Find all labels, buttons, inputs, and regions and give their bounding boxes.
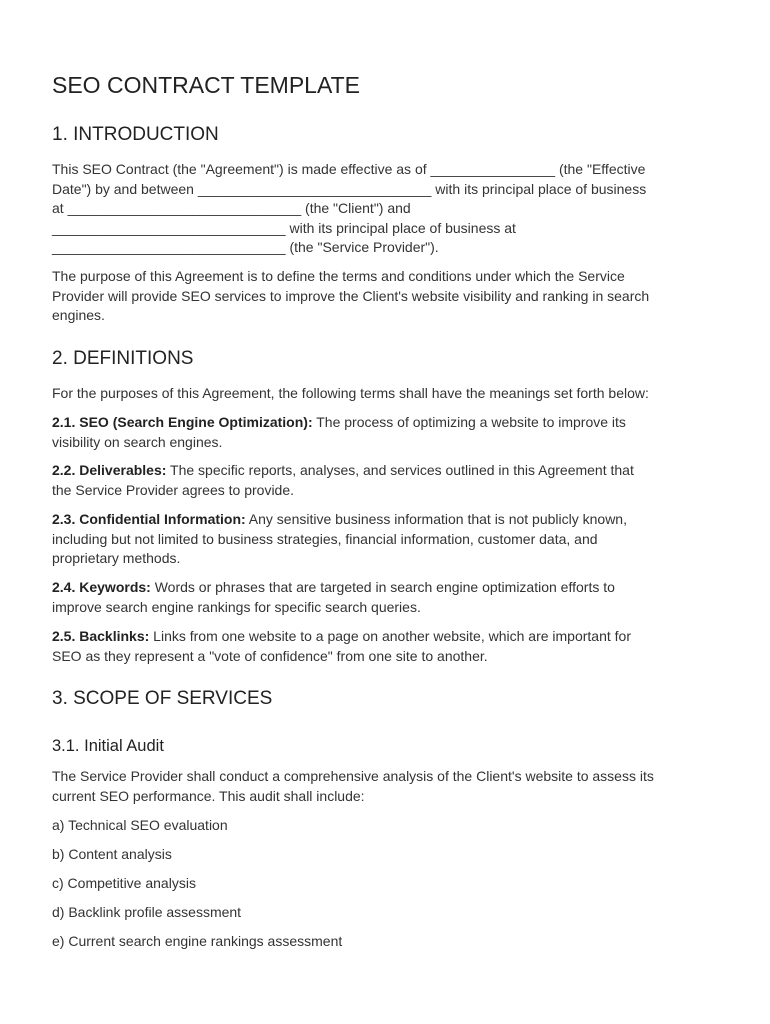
text-line: proprietary methods. bbox=[52, 550, 181, 567]
definition-item-backlinks bbox=[52, 627, 732, 666]
document-title: SEO CONTRACT TEMPLATE bbox=[52, 72, 360, 98]
text-line: SEO as they represent a "vote of confidence" from one site to another. bbox=[52, 647, 488, 664]
definition-item-deliverables bbox=[52, 461, 732, 500]
definitions-intro bbox=[52, 384, 732, 404]
text-line: ______________________________ (the "Service Provider"). bbox=[52, 239, 439, 256]
list-item: b) Content analysis bbox=[52, 846, 172, 862]
definition-text: The specific reports, analyses, and services outlined in this Agreement that bbox=[166, 462, 634, 478]
text-line: current SEO performance. This audit shall include: bbox=[52, 787, 365, 804]
list-item: c) Competitive analysis bbox=[52, 875, 196, 891]
text-line: engines. bbox=[52, 307, 105, 324]
definition-term: 2.1. SEO (Search Engine Optimization): bbox=[52, 414, 313, 430]
text-line: The Service Provider shall conduct a comprehensive analysis of the Client's website to assess its bbox=[52, 768, 654, 784]
text-line: The purpose of this Agreement is to define the terms and conditions under which the Service bbox=[52, 268, 625, 284]
text-line bbox=[52, 413, 732, 433]
text-line: improve search engine rankings for specific search queries. bbox=[52, 598, 421, 615]
text-line: visibility on search engines. bbox=[52, 433, 223, 450]
definition-item-keywords bbox=[52, 578, 732, 617]
initial-audit-intro bbox=[52, 767, 732, 806]
definition-text: Any sensitive business information that is not publicly known, bbox=[245, 511, 627, 527]
list-item: d) Backlink profile assessment bbox=[52, 904, 242, 920]
definition-term: 2.2. Deliverables: bbox=[52, 462, 167, 478]
definition-item-confidential-information bbox=[52, 510, 732, 569]
text-line: Provider will provide SEO services to improve the Client's website visibility and ranking in search bbox=[52, 287, 650, 304]
text-line: This SEO Contract (the "Agreement") is made effective as of ________________ (the "Effective bbox=[52, 161, 646, 177]
text-line bbox=[52, 461, 732, 481]
definition-text: Links from one website to a page on another website, which are important for bbox=[149, 628, 631, 644]
definition-term: 2.3. Confidential Information: bbox=[52, 511, 246, 527]
text-line: For the purposes of this Agreement, the following terms shall have the meanings set forth below: bbox=[52, 385, 649, 401]
section-heading-scope-of-services: 3. SCOPE OF SERVICES bbox=[52, 688, 273, 709]
definition-text: The process of optimizing a website to improve its bbox=[312, 414, 626, 430]
text-line bbox=[52, 578, 732, 598]
introduction-paragraph-parties bbox=[52, 160, 732, 258]
text-line bbox=[52, 510, 732, 530]
subsection-heading-initial-audit: 3.1. Initial Audit bbox=[52, 737, 164, 755]
section-heading-definitions: 2. DEFINITIONS bbox=[52, 348, 194, 369]
list-item: e) Current search engine rankings assessment bbox=[52, 933, 343, 949]
text-line: Date") by and between ______________________________ with its principal place of business bbox=[52, 180, 647, 197]
list-item: a) Technical SEO evaluation bbox=[52, 817, 228, 833]
introduction-paragraph-purpose bbox=[52, 267, 732, 326]
text-line bbox=[52, 627, 732, 647]
section-heading-introduction: 1. INTRODUCTION bbox=[52, 124, 219, 145]
definition-item-seo bbox=[52, 413, 732, 452]
definition-term: 2.5. Backlinks: bbox=[52, 628, 150, 644]
definition-term: 2.4. Keywords: bbox=[52, 579, 151, 595]
text-line: including but not limited to business strategies, financial information, customer data, and bbox=[52, 530, 598, 547]
text-line: at ______________________________ (the "Client") and bbox=[52, 200, 411, 217]
definition-text: Words or phrases that are targeted in search engine optimization efforts to bbox=[150, 579, 615, 595]
text-line: ______________________________ with its principal place of business at bbox=[52, 219, 516, 236]
text-line: the Service Provider agrees to provide. bbox=[52, 481, 295, 498]
